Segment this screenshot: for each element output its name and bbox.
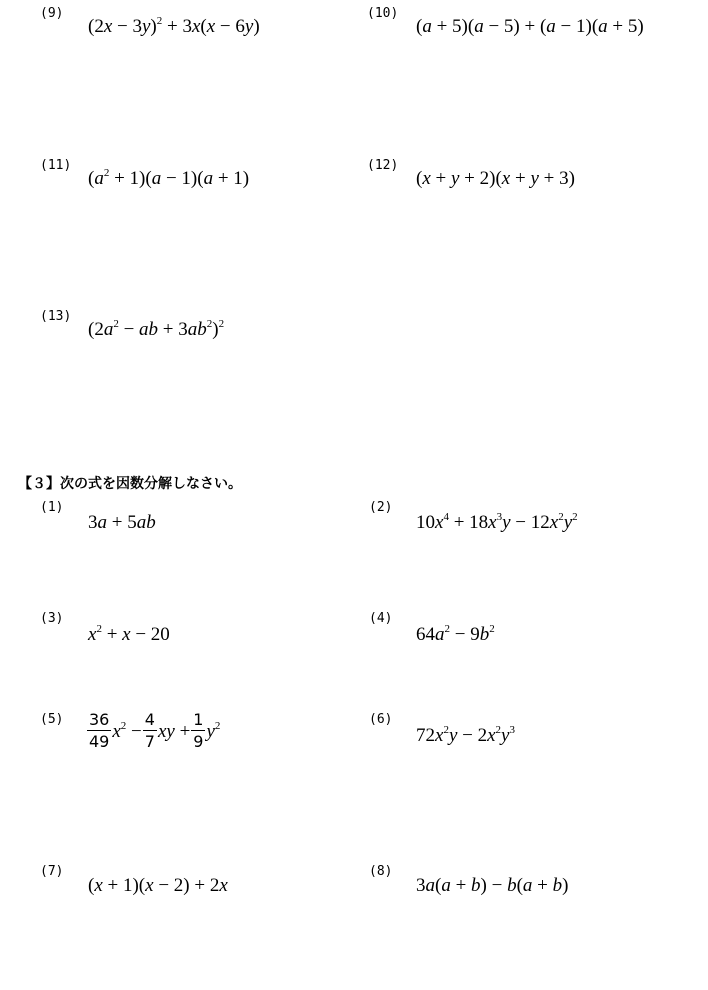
- problem-number: (10): [367, 6, 399, 21]
- math-expression: 3a(a + b) − b(a + b): [416, 875, 569, 896]
- math-expression: (x + 1)(x − 2) + 2x: [88, 875, 228, 896]
- section-3-heading: 【３】次の式を因数分解しなさい。: [18, 476, 242, 492]
- math-expression: $72x^2y - 2x^2y^3$: [416, 724, 515, 746]
- problem-number: (13): [40, 309, 72, 324]
- problem-number: (1): [40, 500, 64, 515]
- fraction-denominator: 9: [193, 732, 204, 751]
- fraction-denominator: 7: [144, 732, 155, 751]
- fraction-numerator: 1: [193, 710, 204, 729]
- fraction-denominator: 49: [89, 732, 110, 751]
- math-expression: 3a + 5ab: [88, 512, 156, 533]
- math-expression: $(a^2 + 1)(a - 1)(a + 1)$: [88, 167, 250, 189]
- math-expression: $(2x - 3y)^2 + 3x(x - 6y)$: [88, 15, 260, 37]
- fraction: [87, 712, 111, 750]
- fraction-numerator: 4: [144, 710, 155, 729]
- problem-number: (9): [40, 6, 64, 21]
- math-expression: (x + y + 2)(x + y + 3): [416, 168, 575, 189]
- fraction-numerator: 36: [89, 710, 110, 729]
- fraction: [143, 712, 157, 750]
- math-expression: ($2a^2$ − ab + $3ab^2)^2$: [88, 318, 225, 340]
- math-expression: $x^2 + x - 20$: [88, 623, 170, 645]
- problem-number: (12): [367, 158, 399, 173]
- problem-number: (5): [40, 712, 64, 727]
- math-expression: $10x^4 + 18x^3y - 12x^2y^2$: [416, 511, 578, 533]
- problem-number: (7): [40, 864, 64, 879]
- math-expression: $\frac{36}{49}$ $x^2$ − $\frac{4}{7}$ xy + $\frac{1}{9}$ $y^2$: [89, 710, 221, 751]
- math-expression: $64a^2 - 9b^2$: [416, 623, 495, 645]
- problem-number: (2): [369, 500, 393, 515]
- fraction: [191, 712, 205, 750]
- problem-number: (4): [369, 611, 393, 626]
- problem-number: (6): [369, 712, 393, 727]
- problem-number: (8): [369, 864, 393, 879]
- problem-number: (3): [40, 611, 64, 626]
- problem-number: (11): [40, 158, 72, 173]
- math-expression: (a + 5)(a − 5) + (a − 1)(a + 5): [416, 16, 644, 37]
